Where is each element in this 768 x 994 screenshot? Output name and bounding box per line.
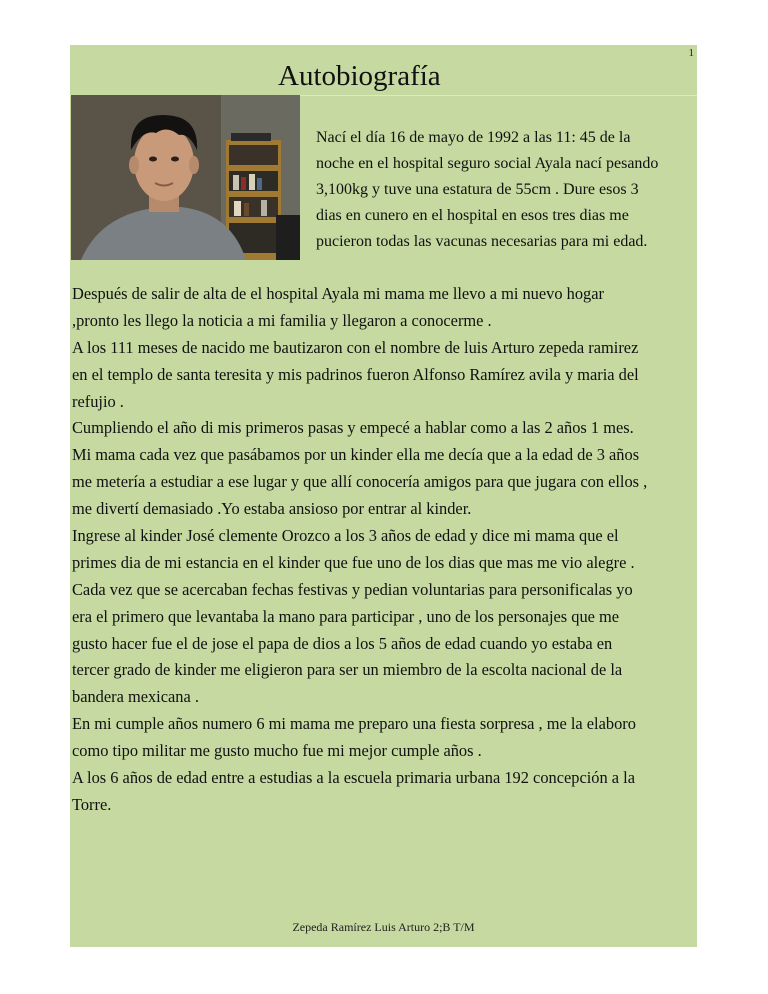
body-line: gusto hacer fue el de jose el papa de dios a los 5 años de edad cuando yo estaba en [72,633,613,653]
document-page [70,45,697,947]
body-line: Después de salir de alta de el hospital Ayala mi mama me llevo a mi nuevo hogar [72,284,604,303]
intro-line: noche en el hospital seguro social Ayala nací pesando [316,155,659,172]
body-line: refujio . [72,391,124,411]
portrait-image [71,95,300,260]
body-line: Torre. [72,794,112,814]
body-line: Ingrese al kinder José clemente Orozco a los 3 años de edad y dice mi mama que el [72,526,619,546]
body-line: me divertí demasiado .Yo estaba ansioso por entrar al kinder. [72,499,472,519]
page-footer: Zepeda Ramírez Luis Arturo 2;B T/M [292,920,475,934]
body-line: Mi mama cada vez que pasábamos por un kinder ella me decía que a la edad de 3 años [72,445,640,465]
page-number: 1 [688,47,694,59]
intro-line: Nací el día 16 de mayo de 1992 a las 11: 45 de la [316,129,631,146]
body-line: A los 6 años de edad entre a estudias a la escuela primaria urbana 192 concepción a la [72,768,635,788]
body-line: ,pronto les llego la noticia a mi familia y llegaron a conocerme . [72,310,492,330]
intro-line: pucieron todas las vacunas necesarias para mi edad. [316,233,648,250]
body-line: primes dia de mi estancia en el kinder que fue uno de los dias que mas me vio alegre . [72,552,635,572]
page-title: Autobiografía [278,60,441,92]
intro-line: dias en cunero en el hospital en esos tres dias me [316,207,629,224]
body-line: Cumpliendo el año di mis primeros pasas y empecé a hablar como a las 2 años 1 mes. [72,418,634,438]
body-line: tercer grado de kinder me eligieron para ser un miembro de la escolta nacional de la [72,660,623,680]
body-line: En mi cumple años numero 6 mi mama me preparo una fiesta sorpresa , me la elaboro [72,714,636,734]
portrait-photo [71,95,300,260]
body-line: como tipo militar me gusto mucho fue mi mejor cumple años . [72,741,482,761]
intro-paragraph [316,125,696,255]
body-line: bandera mexicana . [72,687,199,707]
body-line: A los 111 meses de nacido me bautizaron con el nombre de luis Arturo zepeda ramirez [72,337,639,357]
body-line: era el primero que levantaba la mano para participar , uno de los personajes que me [72,606,620,626]
body-text [72,281,697,819]
body-line: me metería a estudiar a ese lugar y que allí conocería amigos para que jugara con ellos , [72,472,648,492]
body-line: en el templo de santa teresita y mis padrinos fueron Alfonso Ramírez avila y maria del [72,364,639,384]
body-line: Cada vez que se acercaban fechas festivas y pedian voluntarias para personificalas yo [72,579,633,599]
intro-line: 3,100kg y tuve una estatura de 55cm . Dure esos 3 [316,181,639,198]
